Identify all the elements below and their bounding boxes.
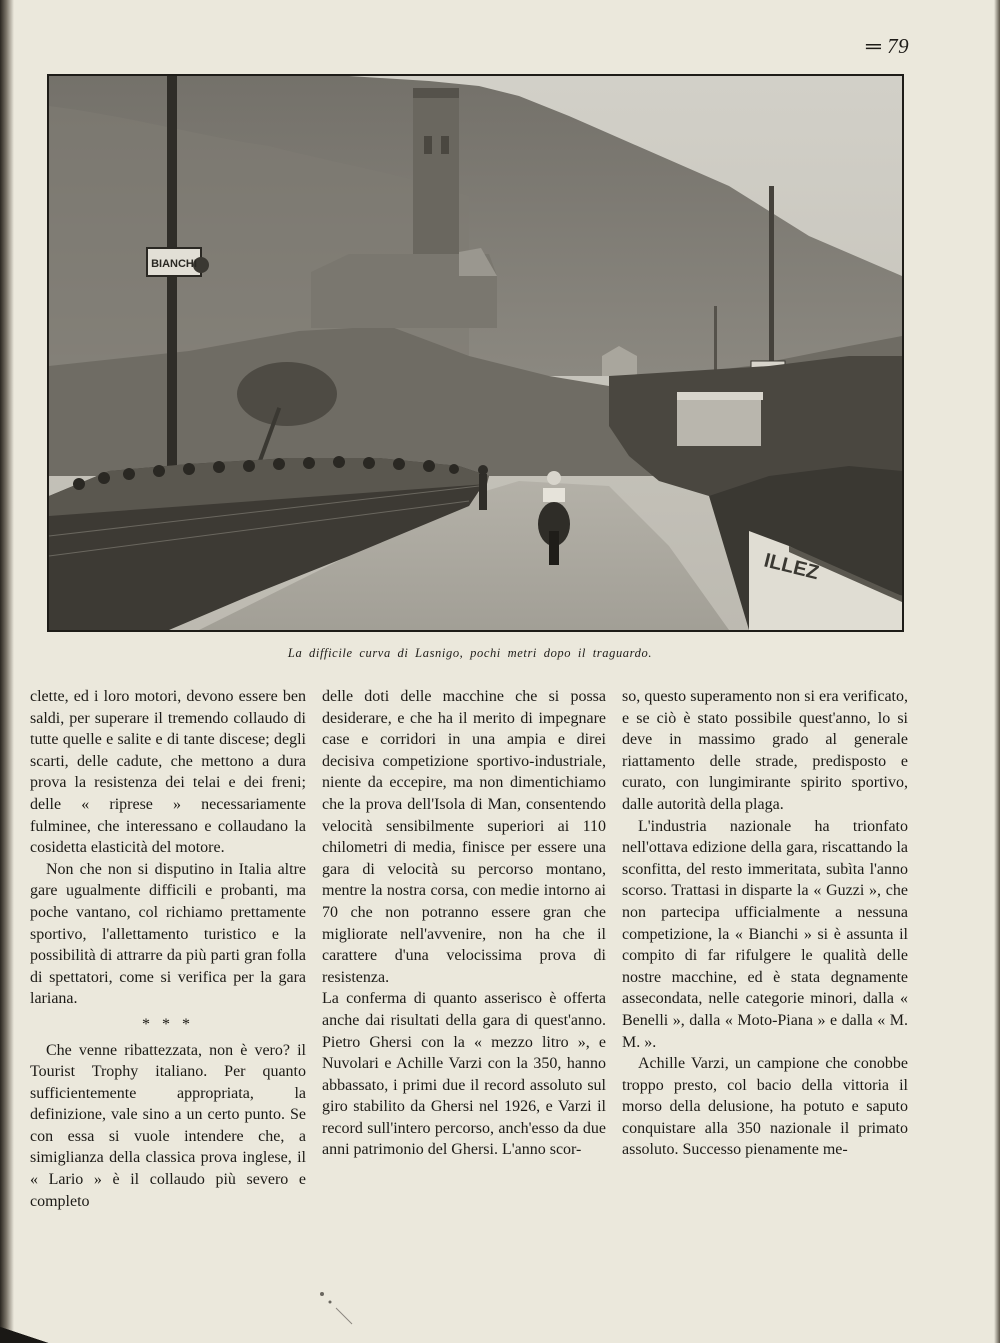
page-edge (994, 0, 1000, 1343)
paragraph: delle doti delle macchine che si possa desiderare, e che ha il merito di impegnare case e corridori in una ampia e direi decisiva competizione sportivo-industriale, niente da eccepire, ma non dimentichiamo che la prova dell'Isola di Man, consentendo velocità sensibilmente superiori ai 110 chilometri di media, finisce per essere una gara di velocità su percorso montano, mentre la nostra corsa, con medie intorno ai 70 che non potranno essere gran che migliorate nell'avvenire, non ha che il carattere d'una velocissima prova di resistenza. (322, 688, 606, 986)
paragraph: Non che non si disputino in Italia altre gare ugualmente difficili e probanti, ma poche vantano, col richiamo prettamente sportivo, l'allettamento turistico e la possibilità di attrarre da più parti gran folla di spettatori, come si verifica per la gara lariana. (30, 860, 306, 1008)
text-column-1 (30, 686, 306, 1212)
paragraph: La conferma di quanto asserisco è offerta anche dai risultati della gara di quest'anno. Pietro Ghersi con la « mezzo litro », e Nuvolari e Achille Varzi con la 350, hanno abbassato, i primi due il record assoluto sul giro stabilito da Ghersi nel 1926, e Varzi il record sull'intero percorso, anch'esso da due anni patrimonio del Ghersi. L'anno scor- (322, 990, 606, 1159)
race-photograph (47, 74, 904, 632)
svg-text:ILLEZ: ILLEZ (761, 549, 822, 585)
paragraph: Achille Varzi, un campione che conobbe troppo presto, col bacio della vittoria il morso della delusione, ha potuto e saputo conquistare alla 350 nazionale il primato assoluto. Successo pienamente me- (622, 1055, 908, 1159)
text-column-2 (322, 686, 606, 1161)
section-break: * * * (142, 1015, 194, 1033)
page-corner-shadow (0, 1323, 60, 1343)
paragraph: Che venne ribattezzata, non è vero? il Tourist Trophy italiano. Per quanto sufficientemente appropriata, la definizione, vale sino a un certo punto. Se con essa si vuole intendere che, a simiglianza della classica prova inglese, il « Lario » è il collaudo più severo e completo (30, 1041, 306, 1210)
page-number: ═ 79 (866, 34, 910, 58)
paragraph: L'industria nazionale ha trionfato nell'ottava edizione della gara, riscattando la sconfitta, del resto immeritata, subìta l'anno scorso. Trattasi in disparte la « Guzzi », che non partecipa ufficialmente a nessuna competizione, la « Bianchi » si è assunta il compito di far rifulgere le qualità delle nostre macchine, ed è stata degnamente assecondata, nelle categorie minori, dalla « Benelli », dalla « Moto-Piana » e dalla « M. M. ». (622, 817, 908, 1051)
paragraph: clette, ed i loro motori, devono essere ben saldi, per superare il tremendo collaudo di tutte quelle e salite e di tante discese; degli scarti, delle cadute, che mettono a dura prova la resistenza dei telai e dei freni; delle « riprese » necessariamente fulminee, che interessano e collaudano la cosidetta elasticità del motore. (30, 688, 306, 857)
paragraph: so, questo superamento non si era verificato, e se ciò è stato possibile quest'anno, lo si deve in massimo grado al generale riattamento delle strade, predisposto e curato, con lungimirante spirito sportivo, dalle autorità della plaga. (622, 688, 908, 813)
photo-illustration (49, 76, 902, 630)
paper-blemish (316, 1290, 366, 1330)
bianchi-sign: BIANCHI (151, 258, 197, 270)
photo-caption: La difficile curva di Lasnigo, pochi metri dopo il traguardo. (287, 646, 653, 660)
binding-shadow (0, 0, 14, 1343)
text-column-3 (622, 686, 908, 1161)
